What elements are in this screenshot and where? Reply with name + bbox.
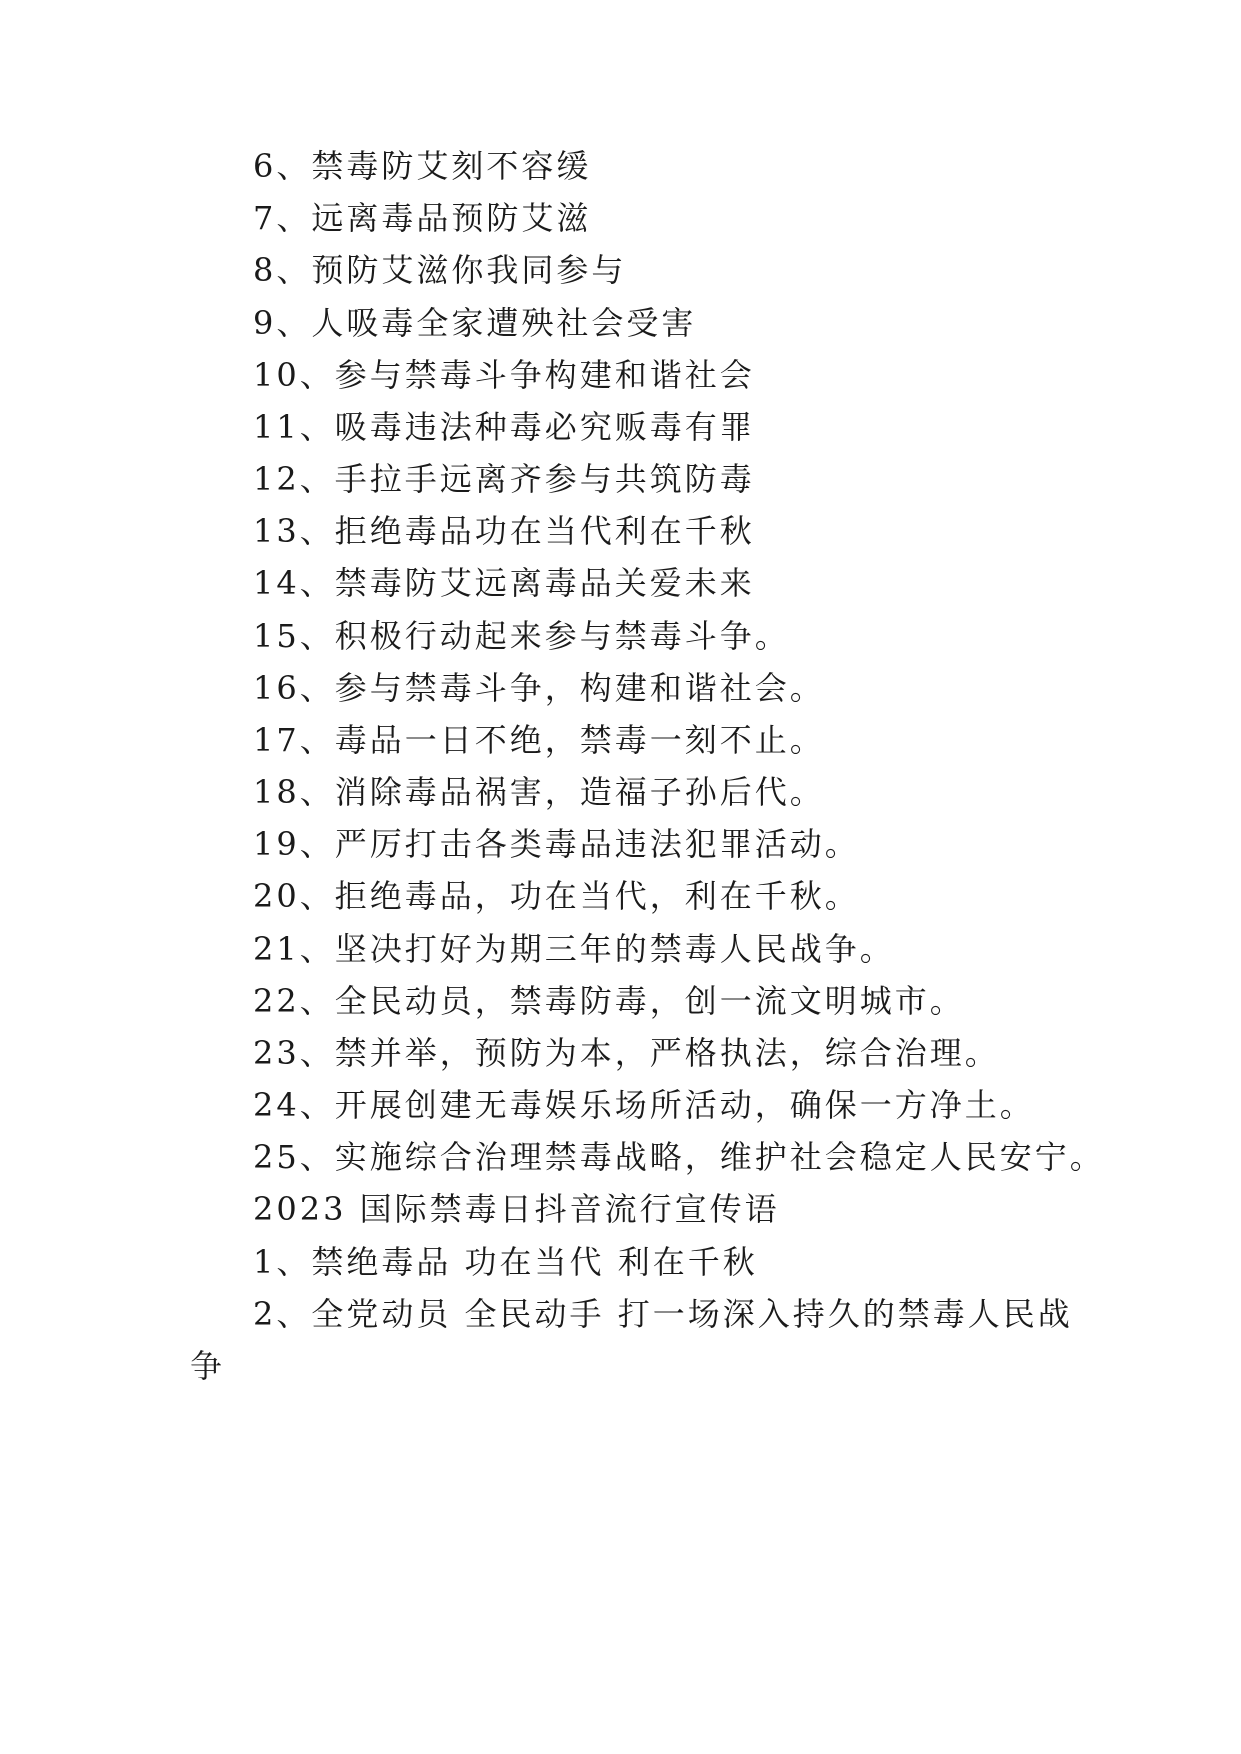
slogan-line-9: 9、人吸毒全家遭殃社会受害 [253,304,697,342]
slogan-line-13: 13、拒绝毒品功在当代利在千秋 [253,512,755,550]
slogan-line-2: 2、全党动员 全民动手 打一场深入持久的禁毒人民战 [253,1295,1073,1333]
slogan-line-14: 14、禁毒防艾远离毒品关爱未来 [253,564,755,602]
slogan-line-20: 20、拒绝毒品，功在当代，利在千秋。 [253,877,860,915]
slogan-line-22: 22、全民动员，禁毒防毒，创一流文明城市。 [253,982,965,1020]
slogan-line-16: 16、参与禁毒斗争，构建和谐社会。 [253,669,825,707]
slogan-line-25: 25、实施综合治理禁毒战略，维护社会稳定人民安宁。 [253,1138,1105,1176]
slogan-line-6: 6、禁毒防艾刻不容缓 [253,147,592,185]
slogan-line-10: 10、参与禁毒斗争构建和谐社会 [253,356,755,394]
slogan-line-18: 18、消除毒品祸害，造福子孙后代。 [253,773,825,811]
slogan-line-21: 21、坚决打好为期三年的禁毒人民战争。 [253,930,895,968]
slogan-line-17: 17、毒品一日不绝，禁毒一刻不止。 [253,721,825,759]
slogan-line-24: 24、开展创建无毒娱乐场所活动，确保一方净土。 [253,1086,1035,1124]
slogan-line-1: 1、禁绝毒品 功在当代 利在千秋 [253,1243,758,1281]
slogan-line-7: 7、远离毒品预防艾滋 [253,199,592,237]
slogan-line-23: 23、禁并举，预防为本，严格执法，综合治理。 [253,1034,1000,1072]
slogan-line-15: 15、积极行动起来参与禁毒斗争。 [253,617,790,655]
slogan-line-19: 19、严厉打击各类毒品违法犯罪活动。 [253,825,860,863]
section-heading: 2023 国际禁毒日抖音流行宣传语 [253,1190,780,1228]
slogan-line-2-continuation: 争 [190,1347,226,1385]
slogan-line-12: 12、手拉手远离齐参与共筑防毒 [253,460,755,498]
slogan-line-11: 11、吸毒违法种毒必究贩毒有罪 [253,408,755,446]
slogan-line-8: 8、预防艾滋你我同参与 [253,251,627,289]
